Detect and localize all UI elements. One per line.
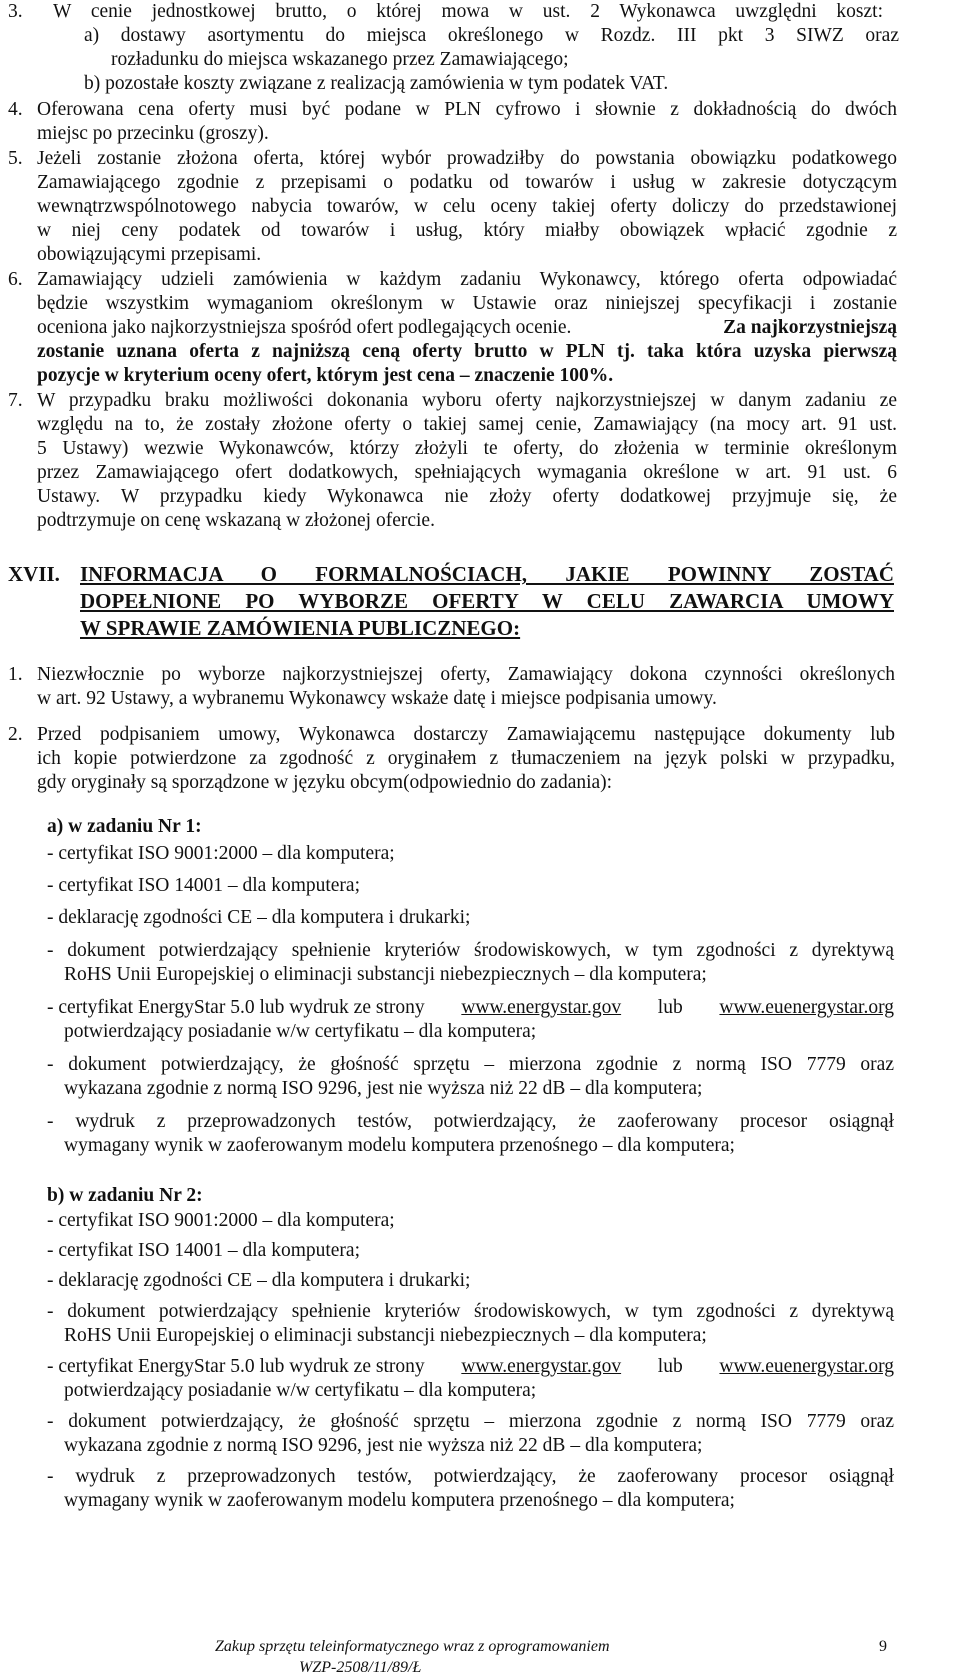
footer-reference: WZP-2508/11/89/Ł [299,1659,422,1676]
task-2-bullet-5-text: - certyfikat EnergyStar 5.0 lub wydruk ze strony [47,1356,425,1377]
section-heading-line-3: W SPRAWIE ZAMÓWIENIA PUBLICZNEGO: [80,616,521,640]
section-6-number: 6. [8,269,23,290]
page-number: 9 [879,1638,887,1655]
task-1-euenergystar-link[interactable]: www.euenergystar.org [719,997,894,1018]
item-2-number: 2. [8,724,23,745]
task-2-energystar-link[interactable]: www.energystar.gov [461,1356,622,1377]
task-2-bullet-3: - deklarację zgodności CE – dla komputera i drukarki; [47,1270,471,1291]
section-heading-number: XVII. [8,562,60,586]
section-7-line-3: 5 Ustawy) wezwie Wykonawców, którzy złożyli te oferty, do złożenia w terminie określonym [37,438,897,459]
task-2-bullet-7-line-1: - wydruk z przeprowadzonych testów, potwierdzający, że zaoferowany procesor osiągnął [47,1466,894,1487]
task-2-bullet-4-line-1: - dokument potwierdzający spełnienie kryteriów środowiskowych, w tym zgodności z dyrektywą [47,1301,894,1322]
section-6-line-2: będzie wszystkim wymaganiom określonym w Ustawie oraz niniejszej specyfikacji i zostanie [37,293,897,314]
task-2-bullet-6-line-2: wykazana zgodnie z normą ISO 9296, jest nie wyższa niż 22 dB – dla komputera; [64,1435,703,1456]
footer-title: Zakup sprzętu teleinformatycznego wraz z oprogramowaniem [215,1638,610,1655]
section-3-line-2: a) dostawy asortymentu do miejsca określonego w Rozdz. III pkt 3 SIWZ oraz [84,25,899,46]
task-1-label: a) w zadaniu Nr 1: [47,816,202,837]
section-3-line-3: rozładunku do miejsca wskazanego przez Zamawiającego; [111,49,569,70]
section-7-line-6: podtrzymuje on cenę wskazaną w złożonej ofercie. [37,510,435,531]
section-7-line-5: Ustawy. W przypadku kiedy Wykonawca nie złoży oferty dodatkowej przyjmuje się, że [37,486,897,507]
task-2-bullet-6-line-1: - dokument potwierdzający, że głośność sprzętu – mierzona zgodnie z normą ISO 7779 oraz [47,1411,894,1432]
task-2-euenergystar-link[interactable]: www.euenergystar.org [719,1356,894,1377]
section-3-number: 3. [8,1,23,22]
task-1-bullet-7-line-1: - wydruk z przeprowadzonych testów, potwierdzający, że zaoferowany procesor osiągnął [47,1111,894,1132]
task-1-bullet-4-line-2: RoHS Unii Europejskiej o eliminacji substancji niebezpiecznych – dla komputera; [64,964,707,985]
section-6-line-5: pozycje w kryterium oceny ofert, którym jest cena – znaczenie 100%. [37,365,614,386]
section-6-line-3-bold: Za najkorzystniejszą [723,317,897,338]
task-1-bullet-3: - deklarację zgodności CE – dla komputera i drukarki; [47,907,471,928]
item-1-line-2: w art. 92 Ustawy, a wybranemu Wykonawcy wskaże datę i miejsce podpisania umowy. [37,688,717,709]
section-5-line-1: Jeżeli zostanie złożona oferta, której wybór prowadziłby do powstania obowiązku podatkowego [37,148,897,169]
section-7-line-4: przez Zamawiającego ofert dodatkowych, spełniających wymagania określone w art. 91 ust. 6 [37,462,897,483]
task-1-bullet-4-line-1: - dokument potwierdzający spełnienie kryteriów środowiskowych, w tym zgodności z dyrektywą [47,940,894,961]
task-1-bullet-5-line-2: potwierdzający posiadanie w/w certyfikatu – dla komputera; [64,1021,537,1042]
task-1-bullet-7-line-2: wymagany wynik w zaoferowanym modelu komputera przenośnego – dla komputera; [64,1135,735,1156]
section-6-line-3 [37,316,897,340]
task-2-bullet-1: - certyfikat ISO 9001:2000 – dla komputera; [47,1210,395,1231]
section-7-line-2: względu na to, że zostały złożone oferty o takiej samej cenie, Zamawiający (na mocy art. 91 ust. [37,414,897,435]
task-1-bullet-6-line-2: wykazana zgodnie z normą ISO 9296, jest nie wyższa niż 22 dB – dla komputera; [64,1078,703,1099]
section-6-line-4: zostanie uznana oferta z najniższą ceną oferty brutto w PLN tj. taka która uzyska pierwszą [37,341,897,362]
item-2-line-2: ich kopie potwierdzone za zgodność z oryginałem z tłumaczeniem na język polski w przypadku, [37,748,895,769]
task-1-bullet-1: - certyfikat ISO 9001:2000 – dla komputera; [47,843,395,864]
task-1-bullet-5-text: - certyfikat EnergyStar 5.0 lub wydruk ze strony [47,997,425,1018]
task-2-bullet-7-line-2: wymagany wynik w zaoferowanym modelu komputera przenośnego – dla komputera; [64,1490,735,1511]
item-1-number: 1. [8,664,23,685]
task-2-label: b) w zadaniu Nr 2: [47,1185,203,1206]
task-2-bullet-4-line-2: RoHS Unii Europejskiej o eliminacji substancji niebezpiecznych – dla komputera; [64,1325,707,1346]
task-2-bullet-5-line-2: potwierdzający posiadanie w/w certyfikatu – dla komputera; [64,1380,537,1401]
section-5-line-4: w niej ceny podatek od towarów i usług, który miałby obowiązek wpłacić zgodnie z [37,220,897,241]
section-7-number: 7. [8,390,23,411]
item-2-line-1: Przed podpisaniem umowy, Wykonawca dostarczy Zamawiającemu następujące dokumenty lub [37,724,895,745]
task-1-bullet-6-line-1: - dokument potwierdzający, że głośność sprzętu – mierzona zgodnie z normą ISO 7779 oraz [47,1054,894,1075]
section-5-line-2: Zamawiającego zgodnie z przepisami o podatku od towarów i usług w zakresie dotyczącym [37,172,897,193]
section-heading-line-1: INFORMACJA O FORMALNOŚCIACH, JAKIE POWINNY ZOSTAĆ [80,562,894,586]
task-1-energystar-link[interactable]: www.energystar.gov [461,997,622,1018]
section-4-number: 4. [8,99,23,120]
task-2-bullet-2: - certyfikat ISO 14001 – dla komputera; [47,1240,360,1261]
section-5-line-5: obowiązującymi przepisami. [37,244,262,265]
section-6-line-3-text: oceniona jako najkorzystniejsza spośród ofert podlegających ocenie. [37,317,572,338]
section-heading-line-2: DOPEŁNIONE PO WYBORZE OFERTY W CELU ZAWARCIA UMOWY [80,589,894,613]
task-1-bullet-5-line-1 [47,996,894,1020]
task-1-bullet-5-or: lub [657,997,683,1018]
task-1-bullet-2: - certyfikat ISO 14001 – dla komputera; [47,875,360,896]
section-4-line-2: miejsc po przecinku (groszy). [37,123,269,144]
section-4-line-1: Oferowana cena oferty musi być podane w PLN cyfrowo i słownie z dokładnością do dwóch [37,99,897,120]
item-2-line-3: gdy oryginały są sporządzone w języku obcym(odpowiednio do zadania): [37,772,613,793]
section-3-line-1: W cenie jednostkowej brutto, o której mowa w ust. 2 Wykonawca uwzględni koszt: [53,1,883,22]
task-2-bullet-5-or: lub [657,1356,683,1377]
section-3-line-4: b) pozostałe koszty związane z realizacją zamówienia w tym podatek VAT. [84,73,669,94]
section-7-line-1: W przypadku braku możliwości dokonania wyboru oferty najkorzystniejszej w danym zadaniu ze [37,390,897,411]
section-5-line-3: wewnątrzwspólnotowego nabycia towarów, w celu oceny takiej oferty doliczy do przedstawionej [37,196,897,217]
item-1-line-1: Niezwłocznie po wyborze najkorzystniejszej oferty, Zamawiający dokona czynności określonych [37,664,895,685]
task-2-bullet-5-line-1 [47,1355,894,1379]
section-6-line-1: Zamawiający udzieli zamówienia w każdym zadaniu Wykonawcy, którego oferta odpowiadać [37,269,897,290]
section-5-number: 5. [8,148,23,169]
